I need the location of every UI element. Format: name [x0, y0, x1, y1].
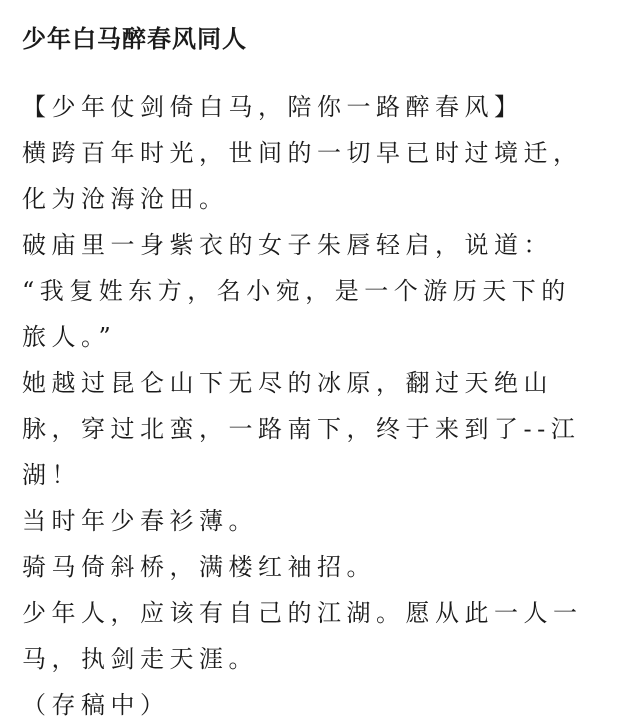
- text-line: 破庙里一身紫衣的女子朱唇轻启，说道：: [22, 231, 553, 259]
- text-line: 湖！: [22, 461, 81, 489]
- text-line: 骑马倚斜桥，满楼红袖招。: [22, 553, 376, 581]
- document-body: [22, 84, 622, 728]
- text-line: 横跨百年时光，世间的一切早已时过境迁，: [22, 139, 583, 167]
- text-line: 少年人，应该有自己的江湖。愿从此一人一: [22, 599, 583, 627]
- text-line: 马，执剑走天涯。: [22, 645, 258, 673]
- text-line: “我复姓东方，名小宛，是一个游历天下的: [22, 277, 571, 305]
- text-line: 脉，穿过北蛮，一路南下，终于来到了--江: [22, 415, 581, 443]
- text-line: 她越过昆仑山下无尽的冰原，翻过天绝山: [22, 369, 553, 397]
- text-line: 【少年仗剑倚白马，陪你一路醉春风】: [22, 93, 524, 121]
- text-line: （存稿中）: [22, 691, 170, 719]
- text-line: 化为沧海沧田。: [22, 185, 229, 213]
- text-line: 当时年少春衫薄。: [22, 507, 258, 535]
- text-line: 旅人。”: [22, 323, 117, 351]
- document-title: 少年白马醉春风同人: [22, 25, 247, 53]
